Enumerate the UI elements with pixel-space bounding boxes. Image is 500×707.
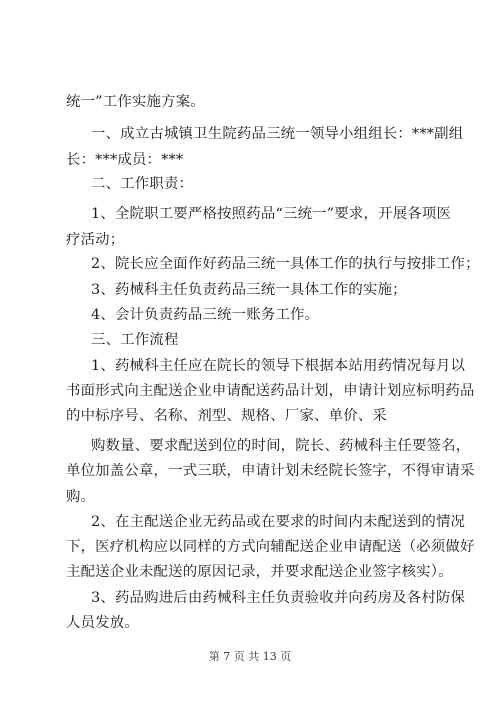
text-line: 1、药械科主任应在院长的领导下根据本站用药情况每月以	[91, 358, 466, 374]
text-line: 主配送企业未配送的原因记录，并要求配送企业签字核实）。	[66, 564, 453, 580]
section-heading: 二、工作职责：	[91, 176, 194, 192]
text-line: 书面形式向主配送企业申请配送药品计划，申请计划应标明药品	[66, 383, 475, 399]
text-line: 单位加盖公章，一式三联，申请计划未经院长签字，不得审请采	[66, 463, 475, 479]
text-line: 统一”工作实施方案。	[66, 94, 205, 110]
text-line: 购。	[66, 489, 96, 505]
page-number-footer: 第 7 页 共 13 页	[208, 650, 292, 663]
text-line: 人员发放。	[66, 615, 139, 631]
text-line: 一、成立古城镇卫生院药品三统一领导小组组长：***副组	[91, 126, 464, 142]
text-line: 4、会计负责药品三统一账务工作。	[91, 307, 320, 323]
text-line: 2、在主配送企业无药品或在要求的时间内未配送到的情况	[91, 514, 466, 530]
text-line: 2、院长应全面作好药品三统一具体工作的执行与按排工作；	[91, 256, 480, 272]
text-line: 3、药械科主任负责药品三统一具体工作的实施；	[91, 282, 407, 298]
text-line: 的中标序号、名称、剂型、规格、厂家、单价、采	[66, 408, 387, 424]
text-line: 购数量、要求配送到位的时间，院长、药械科主任要签名，	[91, 438, 471, 454]
text-line: 疗活动；	[66, 232, 125, 248]
text-line: 3、药品购进后由药械科主任负责验收并向药房及各村防保	[91, 590, 466, 606]
text-line: 长：***成员：***	[66, 152, 184, 168]
text-line: 1、全院职工要严格按照药品“三统一”要求，开展各项医	[91, 206, 452, 222]
text-line: 下，医疗机构应以同样的方式向辅配送企业申请配送（必须做好	[66, 539, 475, 555]
section-heading: 三、工作流程	[91, 332, 179, 348]
